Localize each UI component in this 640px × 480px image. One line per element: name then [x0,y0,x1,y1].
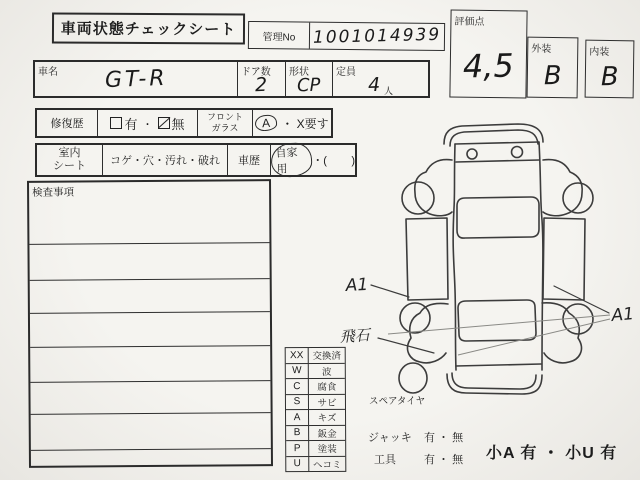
front-bumper-outline [444,124,543,144]
history-value-circled: 自家用 [270,142,313,178]
right-door-panel [543,218,585,300]
windshield-panel [457,197,539,238]
shape-cell [285,62,332,96]
legend-code: S [286,395,309,410]
legend-row [286,424,345,440]
inspection-empty-row [30,380,270,414]
vehicle-name-value: GT-R [104,65,168,93]
doors-label: ドア数 [241,67,271,78]
windshield-label-line2: ガラス [211,123,239,133]
inspection-header: 検査事項 [32,186,75,199]
stone-chip-annotation: 飛石 [339,325,371,346]
rating-box [449,9,527,98]
small-damage-summary: 小A 有 ・ 小U 有 [486,445,618,462]
rear-bumper-outline [447,374,542,394]
exterior-value: B [543,60,562,91]
inspection-empty-row [31,412,271,450]
shape-label: 形状 [289,67,309,78]
title-box [52,12,245,44]
windshield-cell [197,110,252,136]
rear-bumper-inner-line [452,373,536,389]
stone-pointer-line [378,338,434,353]
repair-separator: ・ [142,119,153,131]
repair-none-checkbox [158,117,170,129]
legend-meaning: 腐食 [317,382,337,394]
exterior-box [527,37,579,99]
legend-row [286,362,345,378]
body-left-side [453,144,456,370]
spare-tire-label: スペアタイヤ [369,396,426,407]
capacity-unit: 人 [384,85,394,96]
legend-row [286,348,345,363]
legend-row [286,378,345,394]
exterior-label: 外装 [531,43,552,55]
right-a1-annotation: A1 [610,304,635,326]
inspection-empty-row [30,345,270,382]
left-rear-wheel [400,303,430,333]
windshield-label-line1: フロント [206,112,243,123]
vehicle-name-label: 車名 [38,67,58,78]
right-a1-lower-line [458,319,610,355]
rear-window-panel [458,300,536,341]
hood-left-circle [467,149,477,159]
legend-meaning: サビ [317,397,337,409]
inspection-header-cell [29,181,269,244]
repair-row [35,108,333,138]
hood-top-line [455,142,539,144]
legend-code: U [286,457,309,472]
jack-label: ジャッキ [368,432,412,444]
legend-meaning: 交換済 [312,351,342,363]
repair-has-label: 有 [124,116,138,132]
doors-value: 2 [255,73,268,97]
windshield-note: ・ X要す [281,116,329,131]
vehicle-row [33,60,430,98]
capacity-label: 定員 [336,67,356,78]
windshield-value-cell [252,110,331,136]
inspection-empty-row [29,242,269,280]
history-label: 車歴 [227,145,270,175]
right-rear-fender [542,303,581,363]
repair-none-label: 無 [171,116,185,132]
left-door-panel [406,218,448,300]
cowl-line [456,160,539,162]
rating-label: 評価点 [454,16,485,28]
inspection-table [27,179,273,468]
legend-code: C [286,379,309,394]
inspection-empty-row [30,311,270,347]
legend-code: A [286,410,309,425]
legend-code: XX [286,348,309,363]
repair-choices [97,110,197,136]
right-front-fender [543,160,582,216]
inspection-empty-row [30,278,270,313]
legend-row [286,440,345,456]
seat-conditions: コゲ・穴・汚れ・破れ [102,145,227,175]
left-a1-annotation: A1 [345,274,369,296]
tools-options: 有 ・ 無 [424,454,464,466]
legend-meaning: 塗装 [317,444,337,456]
legend-meaning: キズ [317,413,337,425]
equipment-block [368,429,463,467]
right-front-wheel [563,183,593,213]
spare-tire-circle [399,363,427,393]
control-no-box [248,21,445,51]
interior-box [585,40,635,99]
jack-row [368,429,463,445]
legend-row [286,393,345,409]
left-front-fender [415,160,452,216]
inspection-empty-row [31,448,271,466]
legend-row [286,455,345,471]
seat-label-cell [37,145,102,175]
vehicle-name-cell [35,62,237,96]
seat-label-line1: 室内 [58,147,81,160]
page-title: 車両状態チェックシート [60,20,237,39]
car-top-view-diagram [338,98,640,410]
interior-label: 内装 [589,46,610,58]
doors-cell [237,62,285,96]
legend-code: B [286,426,309,441]
tools-label: 工具 [374,454,396,466]
left-front-wheel [402,182,434,214]
legend-meaning: 鈑金 [317,428,337,440]
stone-long-line [388,315,610,334]
trunk-line [456,364,541,366]
seat-label-line2: シート [53,160,86,172]
history-suffix: ・( ) [312,155,355,167]
interior-value: B [600,61,619,93]
shape-value: CP [296,74,322,96]
left-a1-pointer-line [371,285,409,297]
windshield-grade-circled: A [255,114,278,131]
legend-code: P [286,441,309,456]
rating-value: 4,5 [462,46,515,86]
repair-label: 修復歴 [50,118,84,130]
legend-meaning: ヘコミ [312,459,342,471]
interior-seat-row [35,143,357,177]
legend-meaning: 波 [322,366,332,378]
capacity-cell [332,62,428,96]
tools-row [368,451,463,467]
hood-right-circle [512,147,523,158]
legend-code: W [286,364,309,379]
legend-row [286,409,345,425]
repair-has-checkbox [110,117,122,129]
control-no-label: 管理No [249,22,310,49]
jack-options: 有 ・ 無 [424,432,464,444]
control-no-value: 1001014939 [312,24,442,48]
capacity-value: 4 [367,73,381,97]
